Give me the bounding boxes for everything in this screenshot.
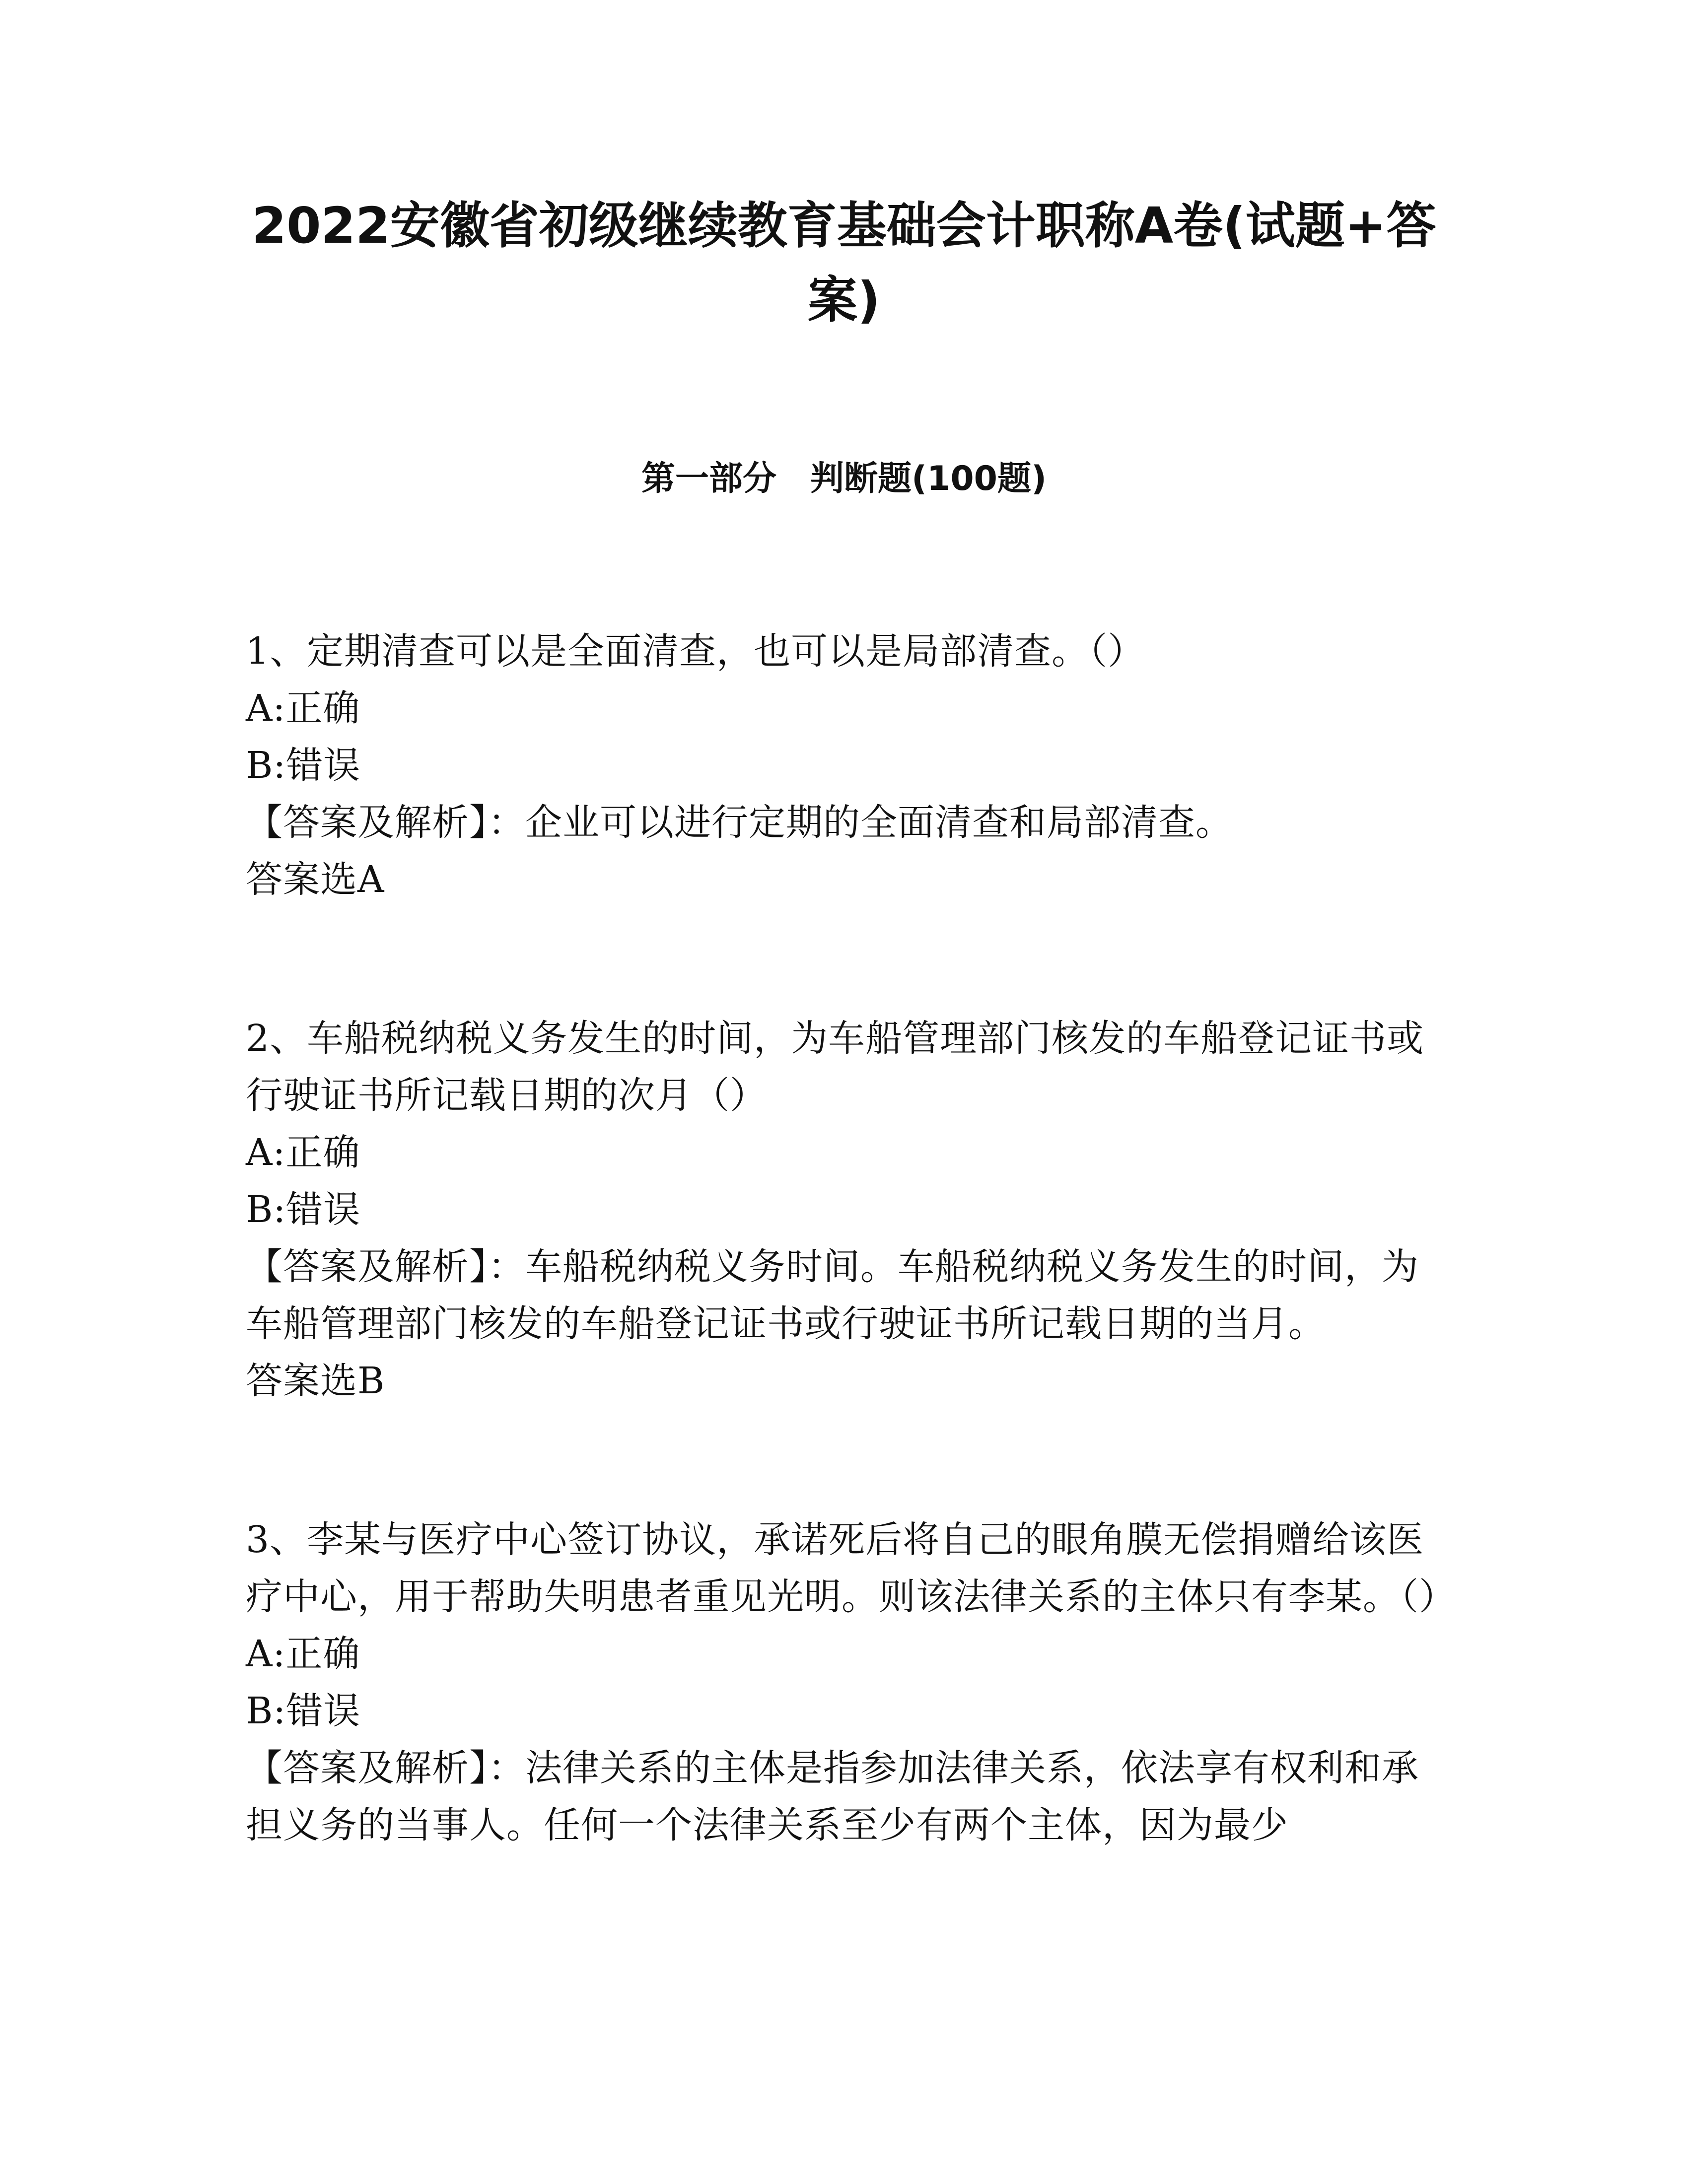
- section-title: 第一部分 判断题(100题): [641, 459, 1047, 498]
- document-title: 2022安徽省初级继续教育基础会计职称A卷(试题+答案): [252, 197, 1436, 329]
- answer-analysis: 【答案及解析】：车船税纳税义务时间。车船税纳税义务发生的时间，为车船管理部门核发的车船登记证书或行驶证书所记载日期的当月。: [246, 1245, 1419, 1345]
- option-a: A:正确: [246, 1633, 360, 1675]
- question-1: [246, 623, 1442, 908]
- option-b: B:错误: [246, 1188, 361, 1231]
- question-stem: 1、定期清查可以是全面清查，也可以是局部清查。（）: [246, 630, 1145, 673]
- option-a: A:正确: [246, 687, 360, 730]
- question-list: [246, 623, 1456, 1956]
- question-2: [246, 1010, 1442, 1410]
- option-b: B:错误: [246, 744, 361, 787]
- answer-choice: 答案选A: [246, 858, 385, 901]
- answer-analysis: 【答案及解析】：企业可以进行定期的全面清查和局部清查。: [246, 801, 1233, 844]
- question-3: [246, 1511, 1456, 1854]
- option-b: B:错误: [246, 1690, 361, 1732]
- question-stem: 3、李某与医疗中心签订协议，承诺死后将自己的眼角膜无偿捐赠给该医疗中心，用于帮助失明患者重见光明。则该法律关系的主体只有李某。（）: [246, 1518, 1456, 1618]
- option-a: A:正确: [246, 1131, 360, 1174]
- answer-analysis: 【答案及解析】：法律关系的主体是指参加法律关系，依法享有权利和承担义务的当事人。任何一个法律关系至少有两个主体，因为最少: [246, 1747, 1419, 1846]
- question-stem: 2、车船税纳税义务发生的时间，为车船管理部门核发的车船登记证书或行驶证书所记载日期的次月（）: [246, 1017, 1424, 1117]
- answer-choice: 答案选B: [246, 1360, 385, 1402]
